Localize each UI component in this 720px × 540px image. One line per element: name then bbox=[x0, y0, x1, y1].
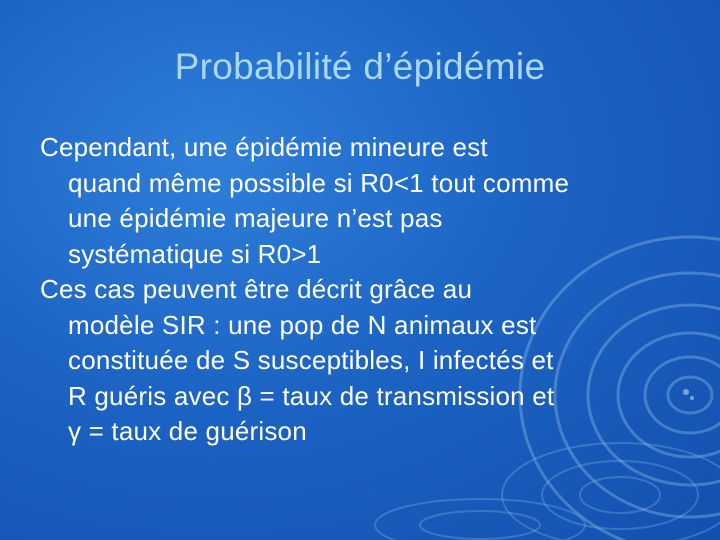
text-line: une épidémie majeure n’est pas bbox=[68, 203, 443, 233]
text-line: R guéris avec β = taux de transmission et bbox=[68, 380, 555, 411]
text-line: constituée de S susceptibles, I infectés et bbox=[68, 345, 554, 375]
text-line: quand même possible si R0<1 tout comme bbox=[68, 167, 570, 198]
slide-body bbox=[40, 130, 710, 450]
slide-title: Probabilité d’épidémie bbox=[174, 46, 546, 87]
paragraph-sir-model bbox=[40, 272, 710, 450]
paragraph-r0-explanation bbox=[40, 130, 710, 272]
text-line: Ces cas peuvent être décrit grâce au bbox=[40, 274, 473, 304]
text-line: modèle SIR : une pop de N animaux est bbox=[68, 309, 537, 340]
text-line: γ = taux de guérison bbox=[68, 416, 307, 446]
text-line: Cependant, une épidémie mineure est bbox=[40, 132, 488, 162]
text-line: systématique si R0>1 bbox=[68, 238, 322, 269]
